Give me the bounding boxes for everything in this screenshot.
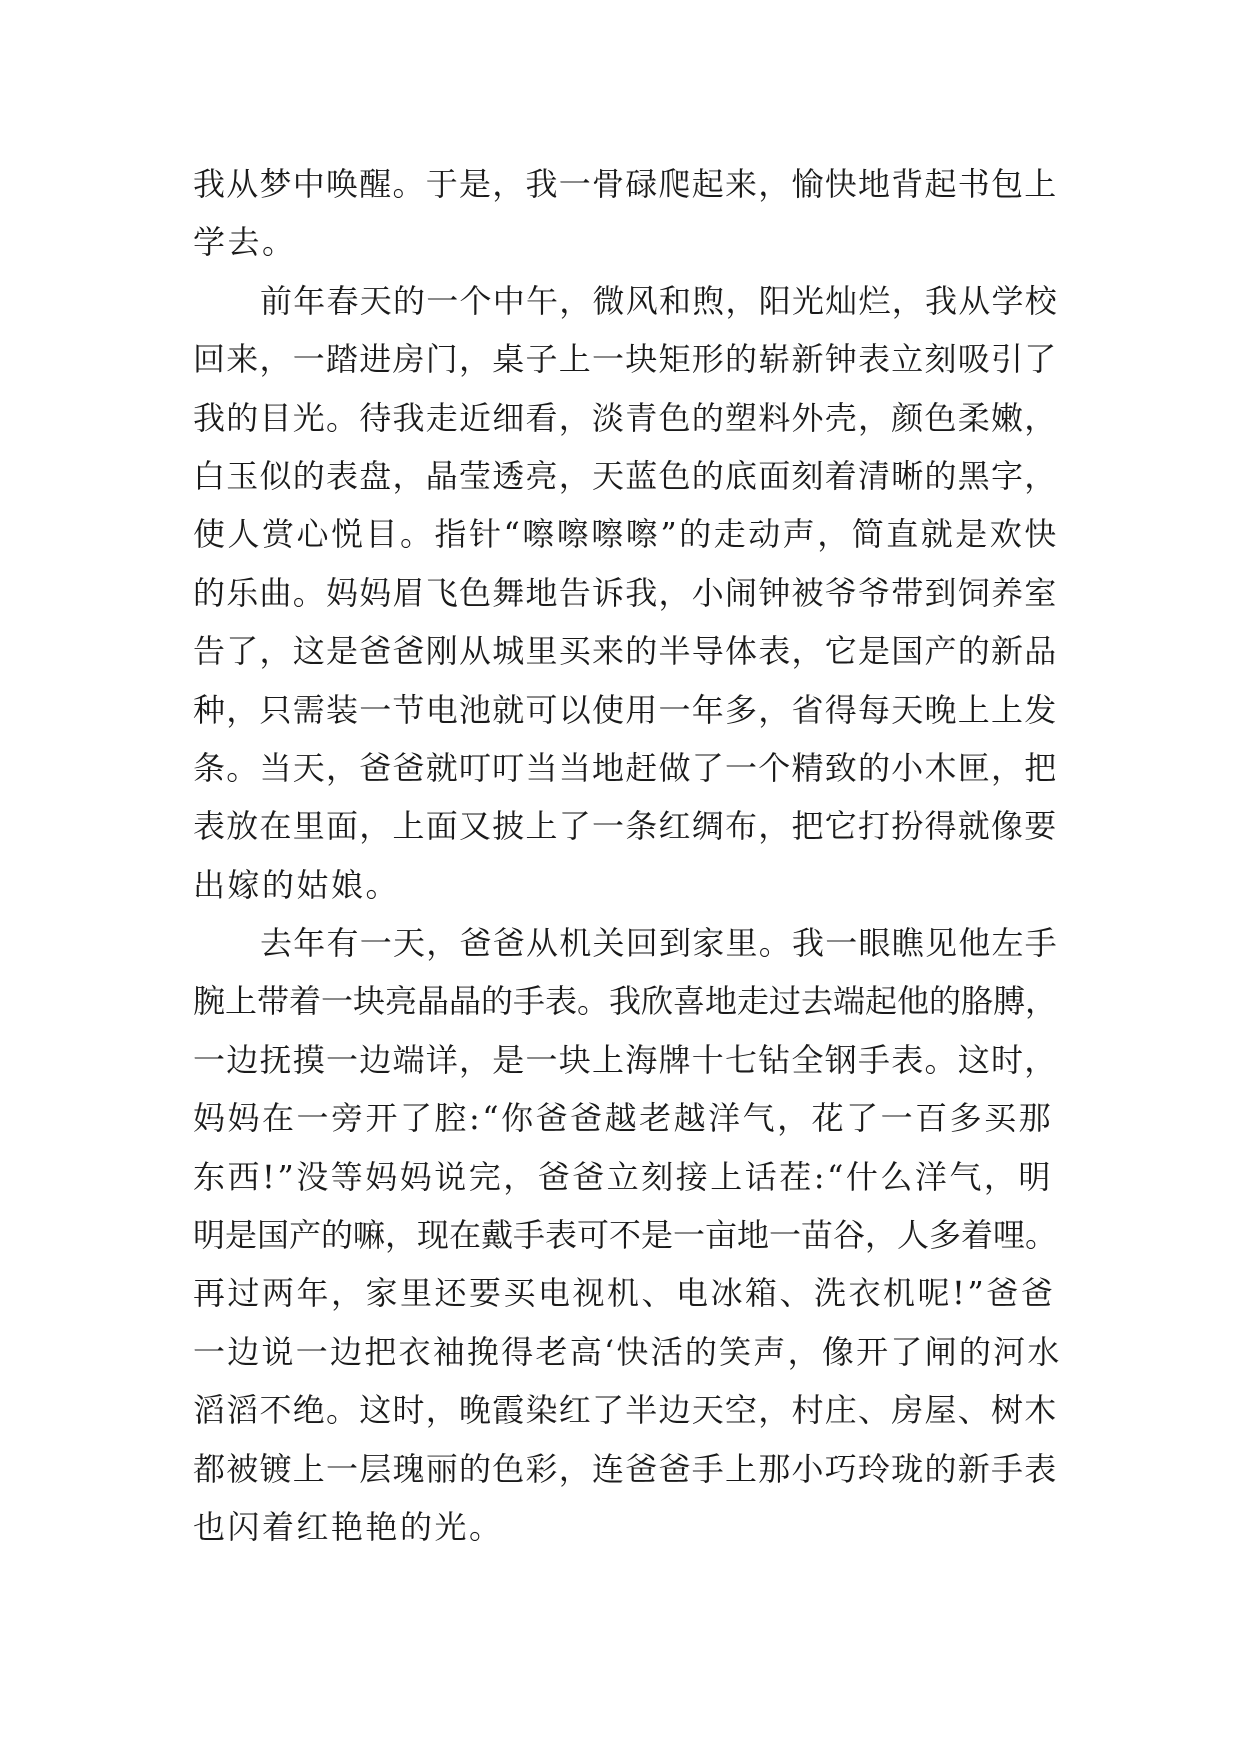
text-line: 东西!”没等妈妈说完，爸爸立刻接上话茬:“什么洋气，明 <box>193 1157 1053 1196</box>
text-line: 出嫁的姑娘。 <box>193 865 401 904</box>
text-line: 腕上带着一块亮晶晶的手表。我欣喜地走过去端起他的胳膊， <box>193 982 1058 1021</box>
text-line: 也闪着红艳艳的光。 <box>193 1507 504 1546</box>
text-line: 白玉似的表盘，晶莹透亮，天蓝色的底面刻着清晰的黑字， <box>193 456 1058 495</box>
text-line: 学去。 <box>193 223 297 262</box>
text-line: 告了，这是爸爸刚从城里买来的半导体表，它是国产的新品 <box>193 632 1058 671</box>
text-line: 去年有一天，爸爸从机关回到家里。我一眼瞧见他左手 <box>260 924 1059 963</box>
text-line: 回来，一踏进房门，桌子上一块矩形的崭新钟表立刻吸引了 <box>193 340 1058 379</box>
text-line: 都被镀上一层瑰丽的色彩，连爸爸手上那小巧玲珑的新手表 <box>193 1449 1058 1488</box>
text-line: 表放在里面，上面又披上了一条红绸布，把它打扮得就像要 <box>193 807 1058 846</box>
text-line: 我从梦中唤醒。于是，我一骨碌爬起来，愉快地背起书包上 <box>193 165 1058 203</box>
text-line: 种，只需装一节电池就可以使用一年多，省得每天晚上上发 <box>193 690 1058 729</box>
text-line: 条。当天，爸爸就叮叮当当地赶做了一个精致的小木匣，把 <box>193 748 1058 787</box>
text-line: 滔滔不绝。这时，晚霞染红了半边天空，村庄、房屋、树木 <box>193 1391 1058 1430</box>
body-text <box>193 155 1063 1556</box>
text-line: 前年春天的一个中午，微风和煦，阳光灿烂，我从学校 <box>260 281 1059 320</box>
text-line: 妈妈在一旁开了腔:“你爸爸越老越洋气，花了一百多买那 <box>193 1099 1054 1138</box>
text-line: 再过两年，家里还要买电视机、电冰箱、洗衣机呢!”爸爸 <box>193 1274 1056 1313</box>
text-line: 明是国产的嘛，现在戴手表可不是一亩地一苗谷，人多着哩。 <box>193 1216 1058 1255</box>
text-line: 的乐曲。妈妈眉飞色舞地告诉我，小闹钟被爷爷带到饲养室 <box>193 573 1058 612</box>
text-line: 一边说一边把衣袖挽得老高‘快活的笑声，像开了闸的河水 <box>193 1332 1062 1371</box>
text-line: 一边抚摸一边端详，是一块上海牌十七钻全钢手表。这时， <box>193 1040 1058 1079</box>
text-line: 使人赏心悦目。指针“嚓嚓嚓嚓”的走动声，简直就是欢快 <box>193 515 1059 554</box>
text-line: 我的目光。待我走近细看，淡青色的塑料外壳，颜色柔嫩， <box>193 398 1058 437</box>
